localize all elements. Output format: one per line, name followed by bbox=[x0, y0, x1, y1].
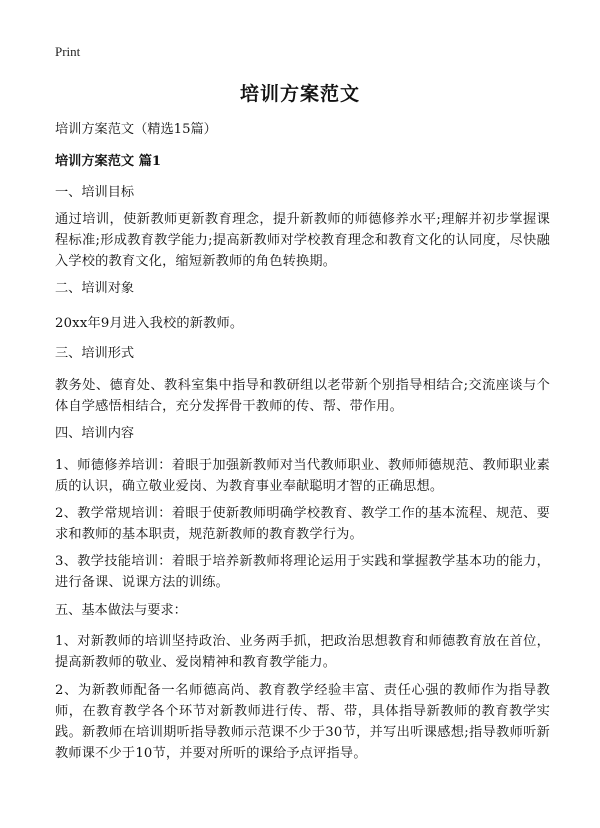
section-title: 培训方案范文 篇1 bbox=[55, 154, 162, 169]
heading-audience: 二、培训对象 bbox=[55, 281, 135, 296]
paragraph-content-2: 2、教学常规培训：着眼于使新教师明确学校教育、教学工作的基本流程、规范、要求和教师的基本职责，规范新教师的教育教学行为。 bbox=[55, 506, 550, 542]
print-label: Print bbox=[55, 44, 81, 59]
heading-format: 三、培训形式 bbox=[55, 346, 135, 361]
paragraph-content-1: 1、师德修养培训：着眼于加强新教师对当代教师职业、教师师德规范、教师职业素质的认识，确立敬业爱岗、为教育事业奉献聪明才智的正确思想。 bbox=[55, 458, 550, 494]
document-subtitle: 培训方案范文（精选15篇） bbox=[55, 122, 217, 137]
heading-goals: 一、培训目标 bbox=[55, 185, 135, 200]
paragraph-goals: 通过培训，使新教师更新教育理念，提升新教师的师德修养水平;理解并初步掌握课程标准;形成教育教学能力;提高新教师对学校教育理念和教育文化的认同度，尽快融入学校的教育文化，缩短新教师的角色转换期。 bbox=[55, 212, 550, 269]
heading-content: 四、培训内容 bbox=[55, 426, 135, 441]
document-title: 培训方案范文 bbox=[239, 83, 360, 105]
paragraph-format: 教务处、德育处、教科室集中指导和教研组以老带新个别指导相结合;交流座谈与个体自学感悟相结合，充分发挥骨干教师的传、帮、带作用。 bbox=[55, 378, 550, 414]
paragraph-audience: 20xx年9月进入我校的新教师。 bbox=[55, 316, 244, 331]
paragraph-content-3: 3、教学技能培训：着眼于培养新教师将理论运用于实践和掌握教学基本功的能力，进行备课、说课方法的训练。 bbox=[55, 554, 550, 590]
paragraph-practice-2: 2、为新教师配备一名师德高尚、教育教学经验丰富、责任心强的教师作为指导教师，在教育教学各个环节对新教师进行传、帮、带，具体指导新教师的教育教学实践。新教师在培训期听指导教师示范课不少于30节，并写出听课感想;指导教师听新教师课不少于10节，并要对所听的课给予点评指导。 bbox=[55, 683, 550, 761]
paragraph-practice-1: 1、对新教师的培训坚持政治、业务两手抓，把政治思想教育和师德教育放在首位，提高新教师的敬业、爱岗精神和教育教学能力。 bbox=[55, 634, 550, 670]
heading-practice: 五、基本做法与要求： bbox=[55, 603, 187, 618]
